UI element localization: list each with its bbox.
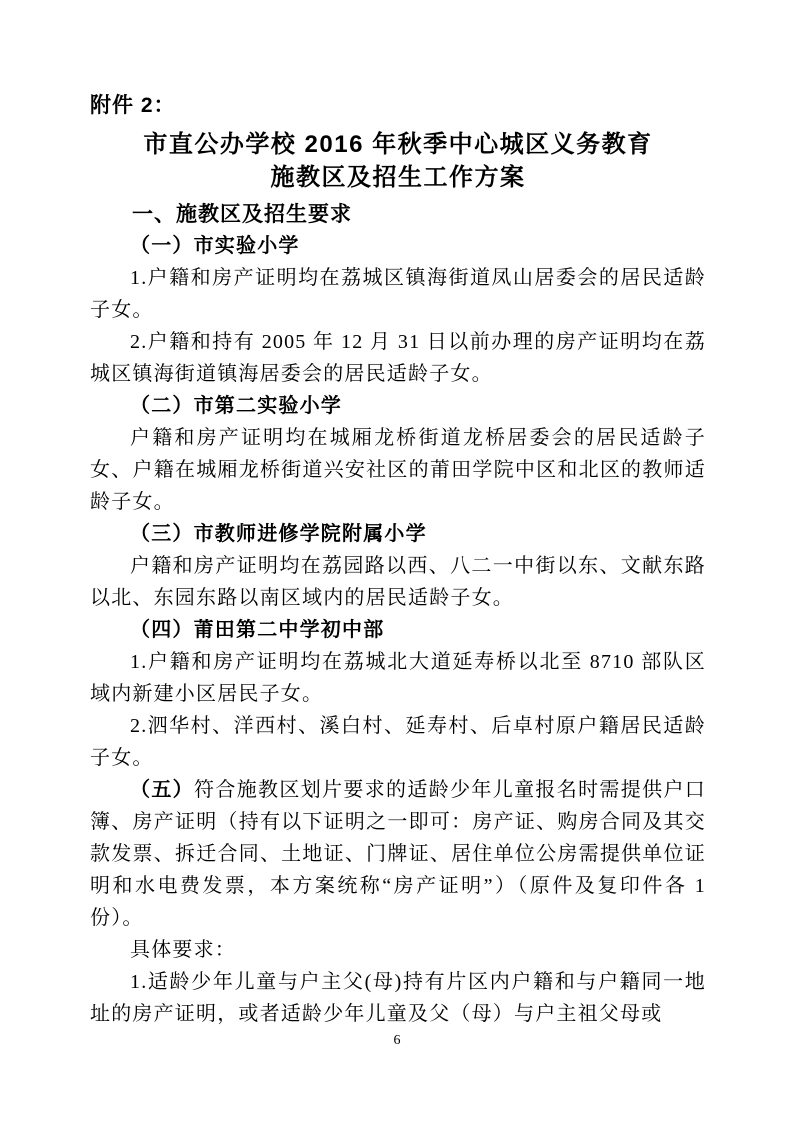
document-title: [90, 128, 706, 194]
document-title-line2: 施教区及招生工作方案: [270, 164, 526, 191]
paragraph: 1.户籍和房产证明均在荔城区镇海街道凤山居委会的居民适龄子女。: [90, 267, 706, 321]
section-heading: （一）市实验小学: [130, 235, 300, 257]
document-body: [90, 230, 706, 1030]
page-number: 6: [393, 1033, 401, 1048]
section-heading: （四）莆田第二中学初中部: [130, 619, 385, 641]
paragraph: 户籍和房产证明均在荔园路以西、八二一中街以东、文献东路以北、东园东路以南区域内的居民适龄子女。: [90, 555, 706, 609]
section-heading: （二）市第二实验小学: [130, 395, 342, 417]
section-1-heading: 一、施教区及招生要求: [132, 203, 352, 226]
heading-prefix: （五）: [130, 779, 195, 801]
section-heading: （三）市教师进修学院附属小学: [130, 523, 427, 545]
paragraph: 2.户籍和持有 2005 年 12 月 31 日以前办理的房产证明均在荔城区镇海街道镇海居委会的居民适龄子女。: [90, 331, 706, 385]
paragraph: 2.泗华村、洋西村、溪白村、延寿村、后卓村原户籍居民适龄子女。: [90, 715, 706, 769]
paragraph: 1.户籍和房产证明均在荔城北大道延寿桥以北至 8710 部队区域内新建小区居民子女。: [90, 651, 706, 705]
paragraph: 具体要求：: [130, 939, 236, 961]
attachment-label: 附件 2：: [90, 94, 176, 117]
paragraph: 户籍和房产证明均在城厢龙桥街道龙桥居委会的居民适龄子女、户籍在城厢龙桥街道兴安社区的莆田学院中区和北区的教师适龄子女。: [90, 427, 706, 513]
paragraph: 1.适龄少年儿童与户主父(母)持有片区内户籍和与户籍同一地址的房产证明，或者适龄少年儿童及父（母）与户主祖父母或: [90, 971, 706, 1025]
paragraph: （五）符合施教区划片要求的适龄少年儿童报名时需提供户口簿、房产证明（持有以下证明之一即可：房产证、购房合同及其交款发票、拆迁合同、土地证、门牌证、居住单位公房需提供单位证明和水电费发票，本方案统称“房产证明”）（原件及复印件各 1 份）。: [90, 779, 706, 929]
document-title-line1: 市直公办学校 2016 年秋季中心城区义务教育: [143, 131, 653, 158]
